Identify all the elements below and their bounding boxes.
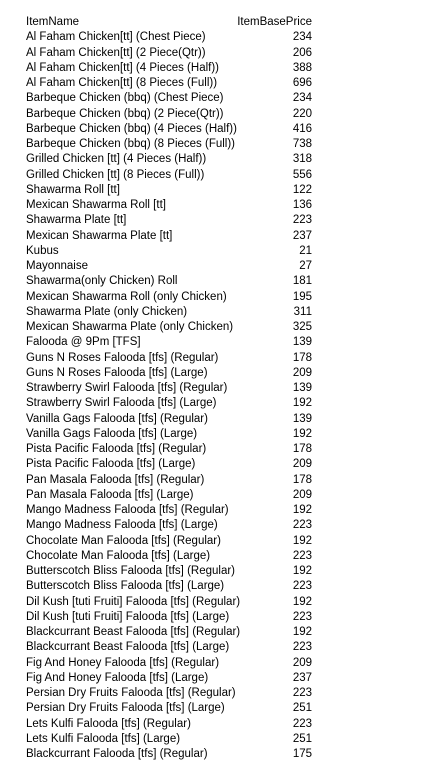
item-price-cell: 195 (292, 290, 312, 303)
item-price-cell: 556 (292, 168, 312, 181)
item-price-cell: 192 (292, 534, 312, 547)
item-price-cell: 388 (292, 61, 312, 74)
item-name-cell: Chocolate Man Falooda [tfs] (Large) (26, 549, 211, 562)
table-row (26, 412, 312, 427)
item-name-cell: Blackcurrant Beast Falooda [tfs] (Large) (26, 641, 230, 654)
table-row (26, 107, 312, 122)
table-row (26, 457, 312, 472)
item-name-cell: Mexican Shawarma Roll [tt] (26, 199, 166, 211)
table-row (26, 381, 312, 396)
table-row (26, 152, 312, 167)
item-name-cell: Blackcurrant Beast Falooda [tfs] (Regular) (26, 626, 241, 638)
item-price-cell: 209 (292, 366, 312, 379)
table-row (26, 335, 312, 350)
table-row (26, 396, 312, 411)
table-row (26, 30, 312, 45)
item-name-cell: Al Faham Chicken[tt] (2 Piece(Qtr)) (26, 46, 206, 59)
item-price-cell: 223 (292, 610, 312, 623)
table-row (26, 640, 312, 655)
table-row (26, 76, 312, 91)
table-row (26, 518, 312, 533)
table-row (26, 137, 312, 152)
item-name-cell: Mexican Shawarma Roll (only Chicken) (26, 290, 227, 303)
table-row (26, 747, 312, 762)
column-header-item-base-price: ItemBasePrice (237, 16, 312, 28)
item-name-cell: Fig And Honey Falooda [tfs] (Regular) (26, 656, 220, 669)
item-name-cell: Chocolate Man Falooda [tfs] (Regular) (26, 534, 221, 547)
item-price-cell: 21 (299, 244, 312, 257)
table-row (26, 244, 312, 259)
table-row (26, 732, 312, 747)
item-price-cell: 192 (292, 397, 312, 410)
table-row (26, 183, 312, 198)
item-price-cell: 178 (292, 473, 312, 486)
table-body (26, 30, 312, 762)
table-row (26, 625, 312, 640)
table-row (26, 320, 312, 335)
table-row (26, 213, 312, 228)
table-row (26, 46, 312, 61)
item-name-cell: Grilled Chicken [tt] (8 Pieces (Full)) (26, 168, 205, 181)
table-row (26, 488, 312, 503)
item-price-cell: 696 (292, 77, 312, 89)
item-price-cell: 223 (292, 214, 312, 227)
item-name-cell: Pan Masala Falooda [tfs] (Large) (26, 488, 194, 501)
price-list-table (26, 15, 312, 762)
item-name-cell: Mayonnaise (26, 260, 89, 272)
item-price-cell: 311 (293, 305, 312, 318)
item-name-cell: Dil Kush [tuti Fruiti] Falooda [tfs] (Large) (26, 610, 230, 623)
table-row (26, 503, 312, 518)
item-price-cell: 139 (292, 412, 312, 425)
table-row (26, 259, 312, 274)
item-name-cell: Pan Masala Falooda [tfs] (Regular) (26, 473, 205, 486)
item-name-cell: Vanilla Gags Falooda [tfs] (Regular) (26, 412, 208, 425)
item-price-cell: 192 (292, 565, 312, 577)
table-row (26, 579, 312, 594)
item-name-cell: Dil Kush [tuti Fruiti] Falooda [tfs] (Regular) (26, 595, 241, 608)
table-row (26, 671, 312, 686)
item-name-cell: Lets Kulfi Falooda [tfs] (Large) (26, 732, 181, 745)
item-price-cell: 251 (292, 732, 312, 745)
table-row (26, 229, 312, 244)
item-name-cell: Strawberry Swirl Falooda [tfs] (Large) (26, 397, 217, 410)
item-name-cell: Shawarma(only Chicken) Roll (26, 275, 178, 288)
item-price-cell: 139 (292, 336, 312, 349)
item-name-cell: Shawarma Roll [tt] (26, 183, 120, 196)
table-row (26, 473, 312, 488)
item-name-cell: Butterscotch Bliss Falooda [tfs] (Regular) (26, 565, 235, 577)
table-row (26, 351, 312, 366)
item-price-cell: 223 (292, 580, 312, 593)
item-name-cell: Barbeque Chicken (bbq) (4 Pieces (Half)) (26, 122, 237, 135)
item-price-cell: 220 (292, 107, 312, 120)
table-row (26, 168, 312, 183)
item-name-cell: Persian Dry Fruits Falooda [tfs] (Regular) (26, 687, 236, 699)
item-name-cell: Barbeque Chicken (bbq) (Chest Piece) (26, 92, 224, 105)
item-price-cell: 192 (292, 626, 312, 638)
table-row (26, 305, 312, 320)
item-name-cell: Strawberry Swirl Falooda [tfs] (Regular) (26, 382, 228, 394)
item-name-cell: Guns N Roses Falooda [tfs] (Large) (26, 366, 208, 379)
item-price-cell: 209 (292, 488, 312, 501)
item-price-cell: 181 (292, 275, 312, 288)
item-name-cell: Persian Dry Fruits Falooda [tfs] (Large) (26, 702, 225, 715)
item-price-cell: 209 (292, 656, 312, 669)
item-price-cell: 223 (292, 717, 312, 730)
table-row (26, 686, 312, 701)
item-name-cell: Al Faham Chicken[tt] (8 Pieces (Full)) (26, 77, 218, 89)
item-price-cell: 223 (292, 687, 312, 699)
table-row (26, 442, 312, 457)
item-price-cell: 251 (292, 702, 312, 715)
table-row (26, 701, 312, 716)
item-price-cell: 178 (292, 351, 312, 364)
item-price-cell: 738 (292, 138, 312, 150)
item-price-cell: 234 (292, 31, 312, 44)
item-name-cell: Mexican Shawarma Plate [tt] (26, 229, 173, 242)
item-name-cell: Grilled Chicken [tt] (4 Pieces (Half)) (26, 153, 207, 166)
item-price-cell: 175 (292, 748, 312, 760)
item-name-cell: Al Faham Chicken[tt] (Chest Piece) (26, 31, 206, 44)
table-row (26, 610, 312, 625)
item-name-cell: Mexican Shawarma Plate (only Chicken) (26, 321, 234, 333)
item-name-cell: Pista Pacific Falooda [tfs] (Large) (26, 458, 196, 471)
table-row (26, 198, 312, 213)
item-price-cell: 122 (292, 183, 312, 196)
table-row (26, 61, 312, 76)
item-price-cell: 192 (292, 504, 312, 516)
item-name-cell: Shawarma Plate (only Chicken) (26, 305, 188, 318)
item-price-cell: 223 (292, 549, 312, 562)
item-price-cell: 234 (292, 92, 312, 105)
item-price-cell: 237 (292, 229, 312, 242)
item-name-cell: Butterscotch Bliss Falooda [tfs] (Large) (26, 580, 225, 593)
item-name-cell: Blackcurrant Falooda [tfs] (Regular) (26, 748, 208, 760)
item-price-cell: 139 (292, 382, 312, 394)
item-price-cell: 318 (292, 153, 312, 166)
item-name-cell: Pista Pacific Falooda [tfs] (Regular) (26, 443, 207, 455)
table-row (26, 534, 312, 549)
table-row (26, 274, 312, 289)
table-row (26, 549, 312, 564)
item-price-cell: 192 (292, 427, 312, 440)
item-price-cell: 206 (292, 46, 312, 59)
item-price-cell: 416 (292, 122, 312, 135)
table-row (26, 717, 312, 732)
item-name-cell: Barbeque Chicken (bbq) (8 Pieces (Full)) (26, 138, 236, 150)
table-row (26, 427, 312, 442)
table-row (26, 595, 312, 610)
table-row (26, 122, 312, 137)
item-price-cell: 27 (299, 260, 312, 272)
table-row (26, 91, 312, 106)
table-row (26, 564, 312, 579)
table-row (26, 656, 312, 671)
table-row (26, 290, 312, 305)
item-name-cell: Lets Kulfi Falooda [tfs] (Regular) (26, 717, 191, 730)
item-price-cell: 136 (292, 199, 312, 211)
item-name-cell: Vanilla Gags Falooda [tfs] (Large) (26, 427, 198, 440)
item-price-cell: 325 (292, 321, 312, 333)
item-name-cell: Guns N Roses Falooda [tfs] (Regular) (26, 351, 219, 364)
item-price-cell: 223 (292, 519, 312, 532)
item-name-cell: Al Faham Chicken[tt] (4 Pieces (Half)) (26, 61, 220, 74)
item-name-cell: Barbeque Chicken (bbq) (2 Piece(Qtr)) (26, 107, 224, 120)
item-name-cell: Falooda @ 9Pm [TFS] (26, 336, 141, 349)
item-price-cell: 178 (292, 443, 312, 455)
item-price-cell: 192 (292, 595, 312, 608)
column-header-item-name: ItemName (26, 16, 80, 28)
item-price-cell: 237 (292, 671, 312, 684)
item-name-cell: Shawarma Plate [tt] (26, 214, 127, 227)
table-header (26, 15, 312, 30)
item-name-cell: Mango Madness Falooda [tfs] (Large) (26, 519, 218, 532)
item-name-cell: Mango Madness Falooda [tfs] (Regular) (26, 504, 229, 516)
item-name-cell: Fig And Honey Falooda [tfs] (Large) (26, 671, 209, 684)
item-price-cell: 209 (292, 458, 312, 471)
table-row (26, 366, 312, 381)
item-name-cell: Kubus (26, 244, 59, 257)
item-price-cell: 223 (292, 641, 312, 654)
